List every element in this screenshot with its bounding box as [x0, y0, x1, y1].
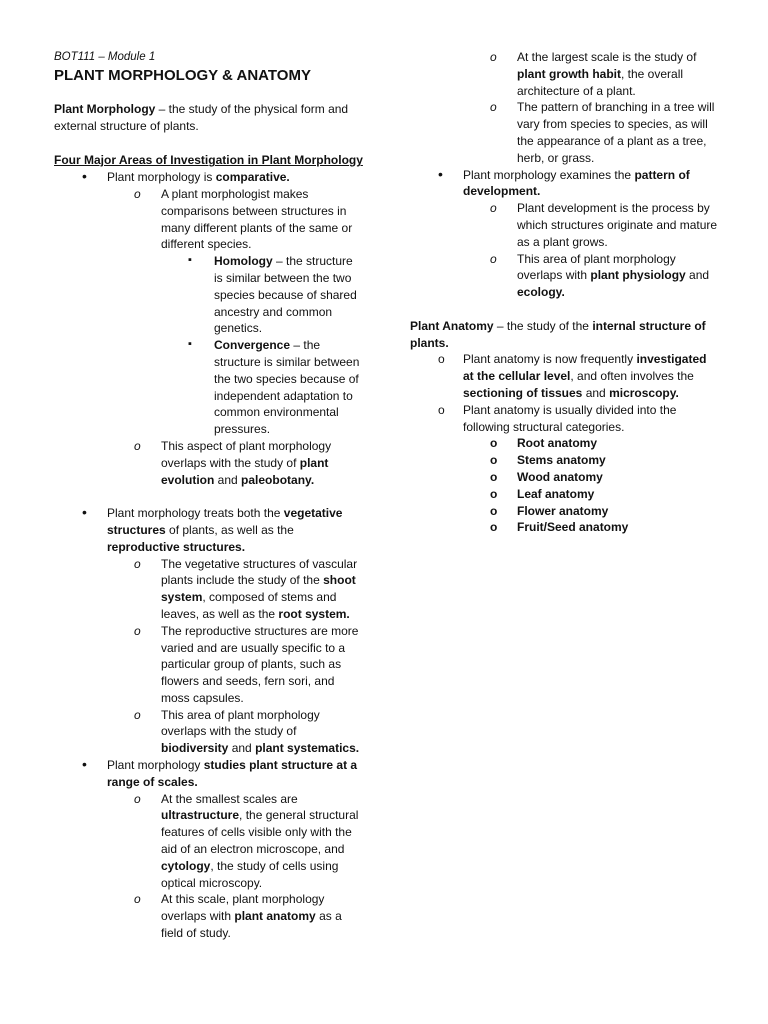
category-item: o Stems anatomy: [410, 452, 720, 469]
category-item: o Flower anatomy: [410, 503, 720, 520]
sub-bullet: o At the largest scale is the study of plant growth habit, the overall architecture of a plant.: [410, 49, 720, 99]
sub-bullet: o Plant development is the process by which structures originate and mature as a plant grows.: [410, 200, 720, 250]
sub-bullet: o This aspect of plant morphology overlaps with the study of plant evolution and paleobotany.: [54, 438, 364, 488]
sub-bullet: o The reproductive structures are more varied and are usually specific to a particular group of plants, such as flowers and seeds, fern sori, and moss capsules.: [54, 623, 364, 707]
category-item: o Fruit/Seed anatomy: [410, 519, 720, 536]
anatomy-definition: Plant Anatomy – the study of the internal structure of plants.: [410, 318, 706, 350]
anatomy-sub: o Plant anatomy is usually divided into the following structural categories.: [410, 402, 720, 436]
bullet-scales: • Plant morphology studies plant structure at a range of scales.: [54, 757, 364, 791]
sub-bullet: o At the smallest scales are ultrastructure, the general structural features of cells visible only with the aid of an electron microscope, and cytology, the study of cells using optical microscopy.: [54, 791, 364, 892]
sub-bullet: o The pattern of branching in a tree will vary from species to species, as will the appearance of a plant as a tree, herb, or grass.: [410, 99, 720, 166]
category-item: o Root anatomy: [410, 435, 720, 452]
sub-bullet: o At this scale, plant morphology overlaps with plant anatomy as a field of study.: [54, 891, 364, 941]
morphology-definition: Plant Morphology – the study of the physical form and external structure of plants.: [54, 101, 349, 133]
category-item: o Leaf anatomy: [410, 486, 720, 503]
bullet-vegetative: • Plant morphology treats both the vegetative structures of plants, as well as the reproductive structures.: [54, 505, 364, 555]
sub-bullet: o This area of plant morphology overlaps with the study of biodiversity and plant systematics.: [54, 707, 364, 757]
left-column: [54, 49, 364, 942]
anatomy-sub: o Plant anatomy is now frequently investigated at the cellular level, and often involves the sectioning of tissues and microscopy.: [410, 351, 720, 401]
sub-bullet: o The vegetative structures of vascular plants include the study of the shoot system, composed of stems and leaves, as well as the root system.: [54, 556, 364, 623]
convergence-item: ▪ Convergence – the structure is similar between the two species because of independent adaptation to common environmental pressures.: [54, 337, 364, 438]
right-column: [410, 49, 720, 536]
sub-bullet: o This area of plant morphology overlaps with plant physiology and ecology.: [410, 251, 720, 301]
homology-item: ▪ Homology – the structure is similar between the two species because of shared ancestry and common genetics.: [54, 253, 364, 337]
bullet-comparative: • Plant morphology is comparative.: [54, 169, 364, 186]
page-title: PLANT MORPHOLOGY & ANATOMY: [54, 66, 311, 84]
sub-bullet: o A plant morphologist makes comparisons between structures in many different plants of the same or different species.: [54, 186, 364, 253]
category-item: o Wood anatomy: [410, 469, 720, 486]
bullet-development: • Plant morphology examines the pattern of development.: [410, 167, 720, 201]
course-code: BOT111 – Module 1: [54, 51, 156, 63]
section-heading: Four Major Areas of Investigation in Plant Morphology: [54, 153, 363, 168]
